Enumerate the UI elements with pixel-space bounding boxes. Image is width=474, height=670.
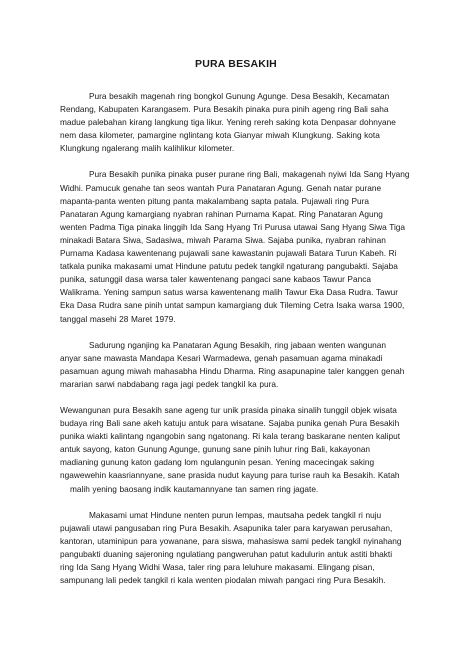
paragraph-line: nem dasa kilometer, pamargine nglintang kota Gianyar miwah Klungkung. Saking kota [60, 130, 380, 141]
paragraph-line: anyar sane mawasta Mandapa Kesari Warmadewa, genah pasamuan agama minakadi [60, 352, 383, 363]
document-title: PURA BESAKIH [195, 58, 277, 70]
paragraph-1 [60, 90, 412, 155]
paragraph-line: mapanta-panta wenten pitung panta makalambang sapta patala. Pujawali ring Pura [60, 195, 369, 206]
paragraph-line: Panataran Agung kamargiang nyabran rahinan Purnama Kapat. Ring Panataran Agung [60, 208, 383, 219]
paragraph-line: mararian sarwi nabdabang raga jagi pedek tangkil ka pura. [60, 378, 279, 389]
paragraph-line: Makasami umat Hindune nenten purun lempas, mautsaha pedek tangkil ri nuju [89, 509, 382, 520]
paragraph-line: Purnama Kadasa kawentenang pujawali sane kawastanin pujawali Batara Turun Kabeh. Ri [60, 248, 397, 259]
paragraph-2 [60, 168, 412, 325]
paragraph-line: Klungkung ngalerang malih kalihlikur kilometer. [60, 143, 235, 154]
paragraph-5 [60, 509, 412, 588]
paragraph-line: Widhi. Pamucuk genahe tan seos wantah Pura Panataran Agung. Genah natar purane [60, 182, 382, 193]
paragraph-line: punika, satunggil dasa warsa taler kawentenang pangaci sane kabaos Tawur Panca [60, 274, 371, 285]
paragraph-line: minakadi Batara Siwa, Sadasiwa, miwah Parama Siwa. Sajaba punika, nyabran rahinan [60, 234, 386, 245]
paragraph-line: Walikrama. Yening sampun satus warsa kawentenang malih Tawur Eka Dasa Rudra. Tawur [60, 287, 398, 298]
paragraph-line: kantoran, utaminipun para yowanane, para siswa, mahasiswa sami pedek tangkil nyinahang [60, 535, 402, 546]
paragraph-line: antuk sayong, katon Gunung Agunge, gunung sane pinih luhur ring Bali, kakayonan [60, 444, 371, 455]
paragraph-line: punika wiakti kalintang ngangobin sang ngatonang. Ri kala terang baskarane nenten kaliput [60, 431, 401, 442]
paragraph-line: budaya ring Bali sane akeh katuju antuk para wisatane. Sajaba punika genah Pura Besakih [60, 418, 400, 429]
paragraph-line: pasamuan agung miwah mahasabha Hindu Dharma. Ring asapunapine taler kanggen genah [60, 365, 405, 376]
paragraph-line: Wewangunan pura Besakih sane ageng tur unik prasida pinaka sinalih tunggil objek wisata [60, 404, 397, 415]
paragraph-line: sampunang lali pedek tangkil ri kala wenten piodalan miwah pangaci ring Pura Besakih. [60, 575, 386, 586]
paragraph-4 [60, 404, 412, 496]
paragraph-line: tatkala punika makasami umat Hindune patutu pedek tangkil ngaturang pangubakti. Sajaba [60, 261, 398, 272]
paragraph-line: ring Ida Sang Hyang Widhi Wasa, taler ring para leluhure makasami. Elingang pisan, [60, 562, 375, 572]
paragraph-line: madue palebahan kirang langkung tiga likur. Yening rereh saking kota Denpasar dohnyane [60, 117, 396, 128]
paragraph-line: tanggal masehi 28 Maret 1979. [60, 313, 176, 324]
paragraph-3 [60, 339, 412, 391]
paragraph-line: wenten Padma Tiga pinaka linggih Ida Sang Hyang Tri Purusa utawai Sang Hyang Siwa Tiga [60, 221, 406, 232]
paragraph-line: Pura Besakih punika pinaka puser purane ring Bali, makagenah nyiwi Ida Sang Hyang [89, 169, 410, 180]
paragraph-line: pujawali utawi pangusaban ring Pura Besakih. Asapunika taler para karyawan perusahan, [60, 522, 393, 533]
paragraph-line: Rendang, Kabupaten Karangasem. Pura Besakih pinaka pura pinih ageng ring Bali saha [60, 104, 389, 115]
paragraph-line: pangubakti duaning sajeroning ngulatiang pangweruhan patut kadulurin antuk astiti bhakti [60, 548, 393, 559]
paragraph-line: Pura besakih magenah ring bongkol Gunung Agunge. Desa Besakih, Kecamatan [89, 91, 390, 101]
paragraph-line: madianing gunung katon gadang lom ngulangunin pesan. Yening macecingak saking [60, 457, 375, 468]
paragraph-line: malih yening baosang indik kautamannyane tan samen ring jagate. [70, 483, 319, 494]
paragraph-line: Eka Dasa Rudra sane pinih untat sampun kamargiang duk Tileming Cetra Isaka warsa 1900, [60, 300, 405, 311]
paragraph-line: Sadurung nganjing ka Panataran Agung Besakih, ring jabaan wenten wangunan [89, 339, 387, 350]
paragraph-line: ngawewehin kaasriannyane, sane prasida nudut kayung para turise rauh ka Besakih. Katah [60, 470, 400, 481]
